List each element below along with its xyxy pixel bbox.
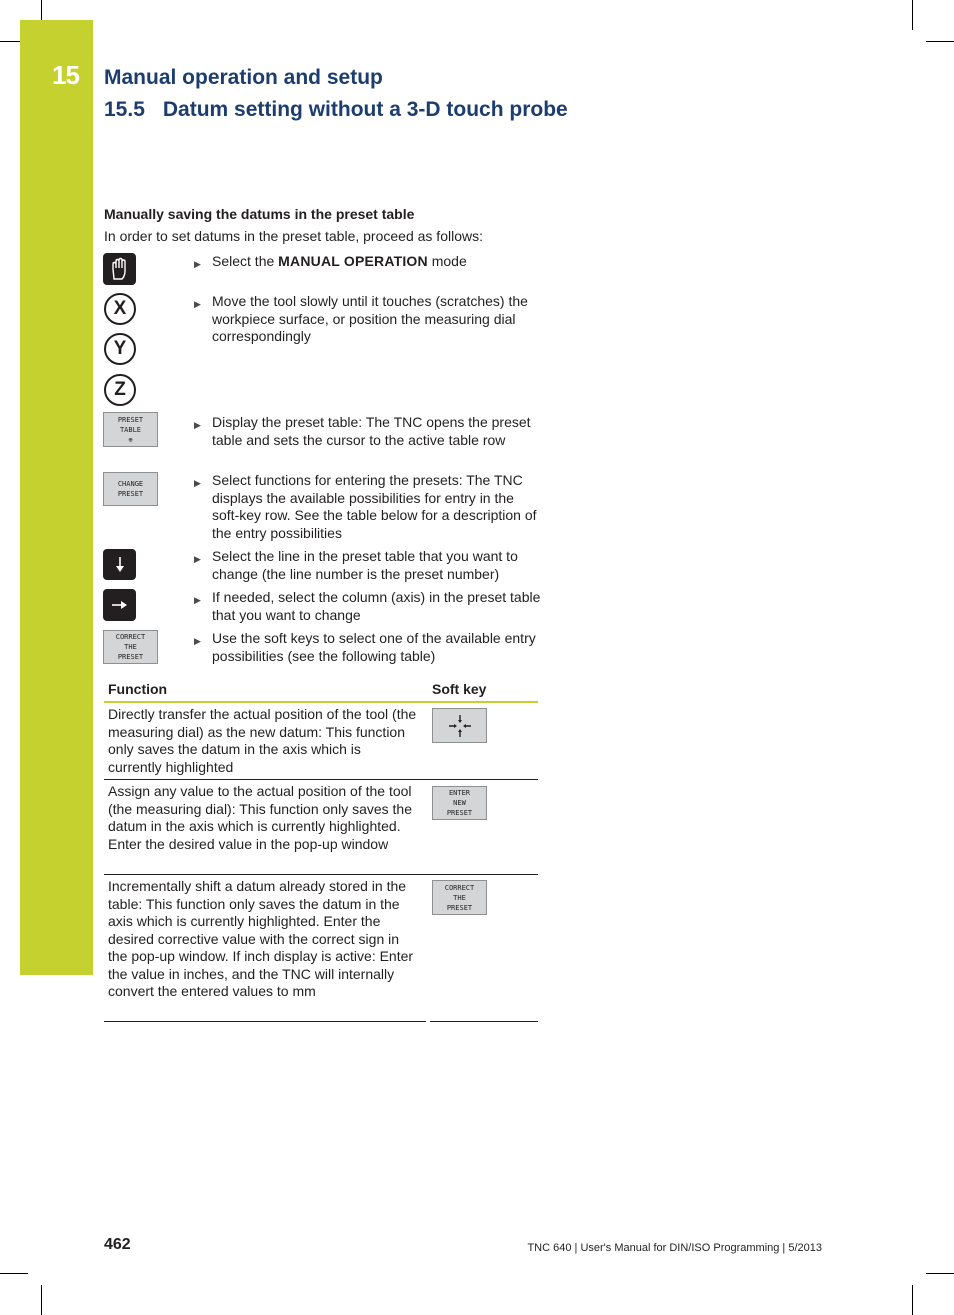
crop-mark xyxy=(926,41,954,42)
section-title xyxy=(104,98,568,122)
bullet-icon: ▶ xyxy=(194,259,201,269)
z-axis-key-icon: Z xyxy=(104,374,136,406)
bullet-icon: ▶ xyxy=(194,420,201,430)
step-text-before: Select the xyxy=(212,253,279,269)
change-preset-softkey: CHANGE PRESET xyxy=(103,472,158,506)
table-row-function: Directly transfer the actual position of the tool (the measuring dial) as the new datum: This function only saves the datum in the axis which is currently highlighted xyxy=(108,706,417,775)
step-text: Select the line in the preset table that you want to change (the line number is the preset number) xyxy=(212,548,518,582)
bullet-icon: ▶ xyxy=(194,595,201,605)
step-text-after: mode xyxy=(427,253,467,269)
step-display-preset-table xyxy=(194,414,539,470)
crop-mark xyxy=(926,1273,954,1274)
section-title-text: Datum setting without a 3-D touch probe xyxy=(162,98,568,121)
step-text: Display the preset table: The TNC opens the preset table and sets the cursor to the active table row xyxy=(212,414,531,448)
crop-mark xyxy=(0,1273,28,1274)
y-axis-key-icon: Y xyxy=(104,333,136,365)
table-header-rule xyxy=(104,701,538,703)
hand-icon xyxy=(103,253,136,285)
arrow-right-icon xyxy=(103,589,136,621)
chapter-sidebar xyxy=(20,20,93,975)
bullet-icon: ▶ xyxy=(194,636,201,646)
intro-text: In order to set datums in the preset table, proceed as follows: xyxy=(104,228,483,244)
page-number: 462 xyxy=(104,1236,131,1253)
crop-mark xyxy=(41,1285,42,1315)
step-select-line xyxy=(194,548,539,586)
step-text: Select functions for entering the presets: The TNC displays the available possibilities for entry in the soft-key row. See the table below for a description of the entry possibilities xyxy=(212,472,537,541)
step-move-tool xyxy=(194,293,539,353)
footer-text: TNC 640 | User's Manual for DIN/ISO Programming | 5/2013 xyxy=(527,1242,822,1254)
crosshair-icon xyxy=(447,713,473,739)
table-bottom-rule xyxy=(104,1021,426,1022)
x-axis-key-icon: X xyxy=(104,293,136,325)
correct-preset-softkey: CORRECT THE PRESET xyxy=(103,630,158,664)
enter-new-preset-softkey: ENTER NEW PRESET xyxy=(432,786,487,820)
arrow-down-icon xyxy=(103,549,136,580)
step-text xyxy=(212,253,542,271)
bullet-icon: ▶ xyxy=(194,478,201,488)
chapter-title: Manual operation and setup xyxy=(104,66,383,89)
step-text: Use the soft keys to select one of the available entry possibilities (see the following table) xyxy=(212,630,536,664)
section-number: 15.5 xyxy=(104,98,145,121)
crop-mark xyxy=(912,1285,913,1315)
step-text: Move the tool slowly until it touches (scratches) the workpiece surface, or position the measuring dial correspondingly xyxy=(212,293,528,344)
step-use-soft-keys xyxy=(194,630,539,668)
step-text: If needed, select the column (axis) in the preset table that you want to change xyxy=(212,589,541,623)
crosshair-softkey xyxy=(432,708,487,743)
step-select-functions xyxy=(194,472,539,544)
bullet-icon: ▶ xyxy=(194,554,201,564)
step-select-column xyxy=(194,589,539,627)
table-row-rule xyxy=(104,874,538,875)
bullet-icon: ▶ xyxy=(194,299,201,309)
preset-table-softkey: PRESET TABLE ⊕ xyxy=(103,412,158,447)
crop-mark xyxy=(912,0,913,30)
crop-mark xyxy=(41,0,42,20)
crop-mark xyxy=(0,41,20,42)
table-row-function: Assign any value to the actual position of the tool (the measuring dial): This function only saves the datum in the axis which is currently highlighted. Enter the desired value in the pop-up window xyxy=(108,783,413,852)
chapter-number: 15 xyxy=(52,60,79,90)
mode-name: MANUAL OPERATION xyxy=(278,253,428,269)
table-row-rule xyxy=(104,779,538,780)
table-row-function: Incrementally shift a datum already stored in the table: This function only saves the datum in the axis which is currently highlighted. Enter the desired corrective value with the correct sign in the pop-up window. If inch display is active: Enter the value in inches, and the TNC will internally convert the entered values to mm xyxy=(108,878,414,999)
table-header-softkey: Soft key xyxy=(432,681,487,697)
table-bottom-rule xyxy=(430,1021,538,1022)
table-header-function: Function xyxy=(108,681,168,697)
correct-the-preset-softkey: CORRECT THE PRESET xyxy=(432,880,487,915)
step-select-mode xyxy=(194,253,539,273)
subheading: Manually saving the datums in the preset table xyxy=(104,206,415,222)
